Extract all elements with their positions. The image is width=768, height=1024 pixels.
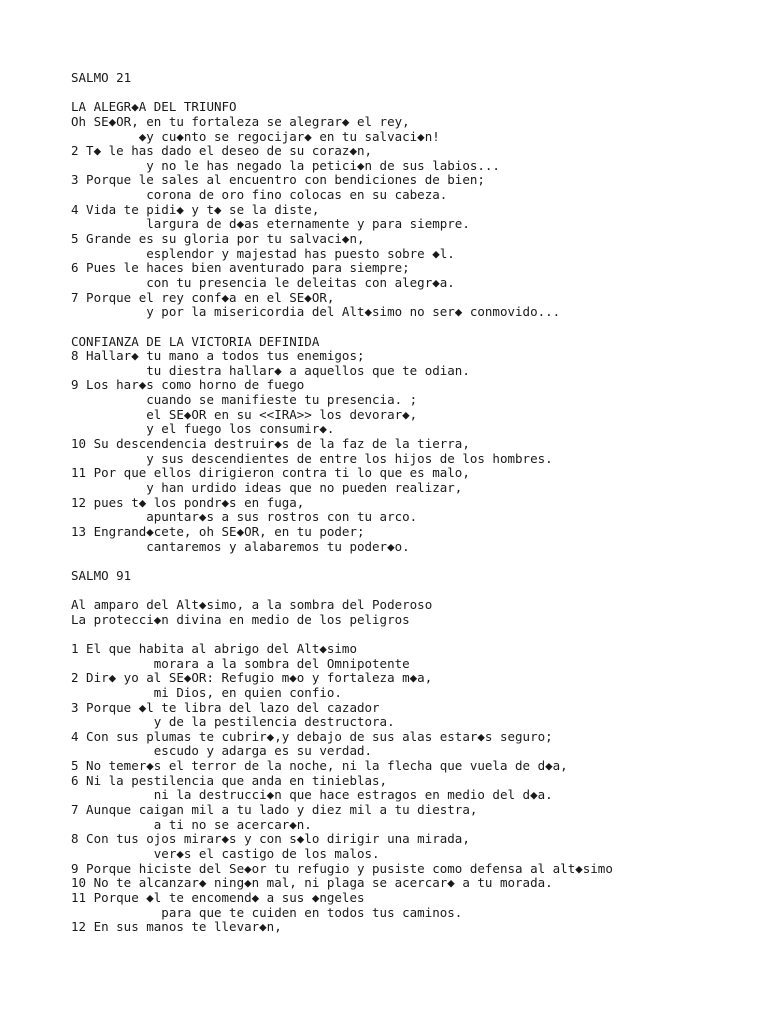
text-line: 3 Porque ◆l te libra del lazo del cazador (71, 699, 380, 715)
text-line: y sus descendientes de entre los hijos de los hombres. (71, 450, 553, 466)
text-line: y han urdido ideas que no pueden realizar, (71, 479, 463, 495)
blank-line (71, 583, 761, 598)
text-line: 12 En sus manos te llevar◆n, (71, 919, 282, 935)
text-line: Oh SE◆OR, en tu fortaleza se alegrar◆ el rey, (71, 113, 410, 129)
text-line: 7 Aunque caigan mil a tu lado y diez mil a tu diestra, (71, 802, 478, 818)
text-line: y el fuego los consumir◆. (71, 421, 335, 437)
blank-line (71, 320, 761, 335)
blank-line (71, 627, 761, 642)
text-line: y por la misericordia del Alt◆simo no ser◆ conmovido... (71, 304, 561, 320)
text-line: y no le has negado la petici◆n de sus labios... (71, 157, 500, 173)
text-line: con tu presencia le deleitas con alegr◆a. (71, 274, 455, 290)
subtitle-line: Al amparo del Alt◆simo, a la sombra del Poderoso (71, 597, 433, 613)
text-line: mi Dios, en quien confio. (71, 684, 342, 700)
text-line: tu diestra hallar◆ a aquellos que te odian. (71, 362, 470, 378)
text-line: 10 No te alcanzar◆ ning◆n mal, ni plaga se acercar◆ a tu morada. (71, 875, 553, 891)
text-line: ◆y cu◆nto se regocijar◆ en tu salvaci◆n! (71, 128, 440, 144)
section-heading-triumph: LA ALEGR◆A DEL TRIUNFO (71, 99, 237, 115)
text-line: 10 Su descendencia destruir◆s de la faz de la tierra, (71, 436, 470, 452)
text-line: el SE◆OR en su <<IRA>> los devorar◆, (71, 406, 418, 422)
text-line: 13 Engrand◆cete, oh SE◆OR, en tu poder; (71, 523, 365, 539)
text-line: 4 Vida te pidi◆ y t◆ se la diste, (71, 201, 320, 217)
text-line: 5 Grande es su gloria por tu salvaci◆n, (71, 231, 365, 247)
text-line: para que te cuiden en todos tus caminos. (71, 904, 463, 920)
text-line: ver◆s el castigo de los malos. (71, 845, 380, 861)
text-line: 9 Los har◆s como horno de fuego (71, 377, 305, 393)
text-line: 2 Dir◆ yo al SE◆OR: Refugio m◆o y fortaleza m◆a, (71, 670, 433, 686)
text-line: y de la pestilencia destructora. (71, 714, 395, 730)
text-line: 8 Con tus ojos mirar◆s y con s◆lo dirigir una mirada, (71, 831, 470, 847)
text-line: a ti no se acercar◆n. (71, 816, 312, 832)
text-line: 7 Porque el rey conf◆a en el SE◆OR, (71, 289, 335, 305)
text-line: 5 No temer◆s el terror de la noche, ni la flecha que vuela de d◆a, (71, 758, 568, 774)
text-line: 11 Por que ellos dirigieron contra ti lo que es malo, (71, 465, 470, 481)
text-line: cuando se manifieste tu presencia. ; (71, 392, 418, 408)
text-line: escudo y adarga es su verdad. (71, 743, 373, 759)
text-line: corona de oro fino colocas en su cabeza. (71, 187, 448, 203)
subtitle-line: La protecci◆n divina en medio de los peligros (71, 611, 410, 627)
psalm-21-heading: SALMO 21 (71, 70, 132, 85)
text-line: 12 pues t◆ los pondr◆s en fuga, (71, 494, 305, 510)
document-page (71, 71, 761, 935)
text-line: largura de d◆as eternamente y para siempre. (71, 216, 470, 232)
text-line: cantaremos y alabaremos tu poder◆o. (71, 538, 410, 554)
text-line: esplendor y majestad has puesto sobre ◆l. (71, 245, 455, 261)
text-line: ni la destrucci◆n que hace estragos en medio del d◆a. (71, 787, 553, 803)
text-line: morara a la sombra del Omnipotente (71, 655, 410, 671)
section-heading-victory: CONFIANZA DE LA VICTORIA DEFINIDA (71, 333, 320, 349)
text-line: 6 Pues le haces bien aventurado para siempre; (71, 260, 410, 276)
text-line: 1 El que habita al abrigo del Alt◆simo (71, 640, 357, 656)
text-line: 6 Ni la pestilencia que anda en tinieblas, (71, 772, 388, 788)
blank-line (71, 86, 761, 101)
text-line: 4 Con sus plumas te cubrir◆,y debajo de sus alas estar◆s seguro; (71, 728, 553, 744)
text-line: 3 Porque le sales al encuentro con bendiciones de bien; (71, 172, 485, 188)
blank-line (71, 554, 761, 569)
text-line: 9 Porque hiciste del Se◆or tu refugio y pusiste como defensa al alt◆simo (71, 860, 613, 876)
text-line: 2 T◆ le has dado el deseo de su coraz◆n, (71, 143, 373, 159)
text-line: apuntar◆s a sus rostros con tu arco. (71, 509, 418, 525)
psalm-91-heading: SALMO 91 (71, 567, 132, 583)
text-line: 8 Hallar◆ tu mano a todos tus enemigos; (71, 348, 365, 364)
text-line: 11 Porque ◆l te encomend◆ a sus ◆ngeles (71, 889, 365, 905)
